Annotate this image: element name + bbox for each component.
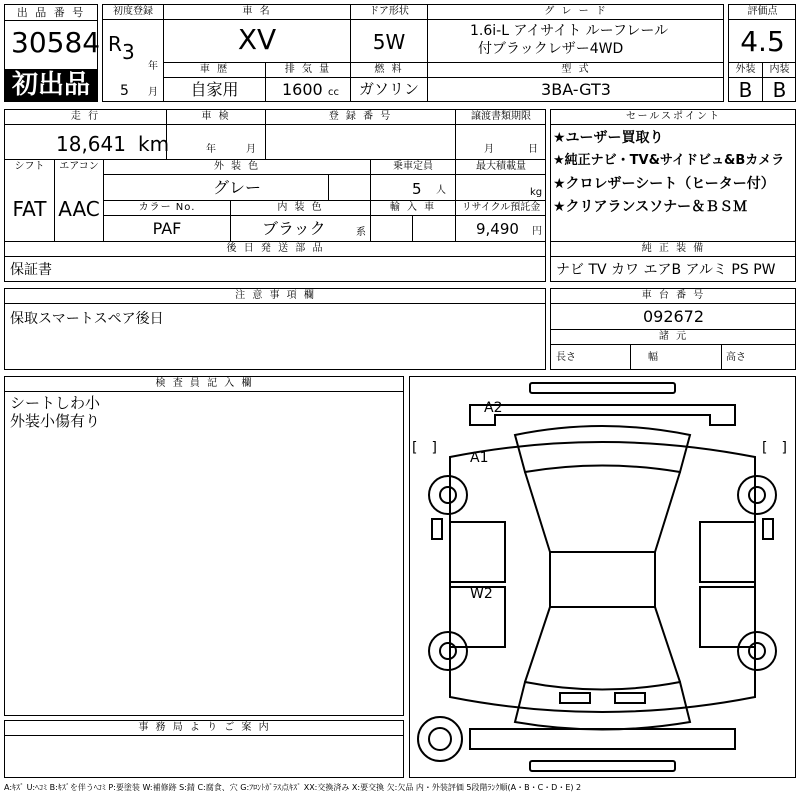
chassis-label: 車 台 番 号	[641, 290, 706, 301]
selling-point-1: ★ユーザー買取り	[553, 130, 664, 146]
max-load-unit: kg	[530, 187, 543, 198]
capacity: 5	[412, 180, 422, 198]
max-load-label: 最大積載量	[476, 161, 526, 172]
selling-point-3: ★クロレザーシート（ヒーター付）	[553, 176, 775, 192]
inspection-year-unit: 年	[206, 144, 216, 155]
equipment-label: 純 正 装 備	[641, 243, 706, 254]
length-label: 長さ	[556, 352, 576, 363]
grade-line2: 付ブラックレザー4WD	[478, 41, 624, 57]
mark-w2: W2	[470, 586, 493, 602]
ext-color: グレー	[212, 178, 261, 197]
transfer-month-unit: 月	[484, 144, 494, 155]
reg-year: 3	[122, 40, 135, 64]
inspection-month-unit: 月	[246, 144, 256, 155]
grade-label: グ レ ー ド	[544, 6, 608, 17]
car-outline-diagram	[410, 377, 795, 777]
ac-label: エアコン	[59, 161, 99, 172]
ac: AAC	[58, 197, 100, 221]
exterior-grade-label: 外装	[735, 64, 756, 75]
dims-label: 諸 元	[658, 331, 689, 342]
door-label: ドア形状	[369, 6, 409, 17]
lot-number-box	[4, 4, 101, 102]
color-no-label: カラー No.	[138, 202, 196, 213]
recycle-label: リサイクル預託金	[461, 202, 541, 213]
era: R	[108, 32, 122, 56]
notes-label: 注 意 事 項 欄	[235, 290, 316, 301]
int-color-unit: 系	[356, 227, 366, 238]
shift: FAT	[12, 197, 47, 221]
model-label: 型 式	[561, 64, 591, 75]
color-no: PAF	[152, 219, 182, 238]
capacity-label: 乗車定員	[393, 161, 433, 172]
door-type: 5W	[372, 30, 406, 54]
later-parts: 保証書	[10, 262, 52, 278]
inspector-label: 検 査 員 記 入 欄	[155, 378, 254, 389]
interior-grade: B	[772, 78, 787, 102]
reg-month: 5	[120, 83, 129, 99]
bracket-right: [ ]	[762, 440, 787, 456]
score: 4.5	[740, 25, 785, 58]
bracket-left: [ ]	[412, 440, 437, 456]
recycle-fee: 9,490	[476, 220, 519, 238]
displacement-unit: cc	[328, 87, 339, 98]
selling-points-label: セールスポイント	[625, 111, 722, 122]
fuel: ガソリン	[358, 80, 419, 98]
height-label: 高さ	[726, 352, 746, 363]
exterior-grade: B	[738, 78, 753, 102]
inspector-note-2: 外装小傷有り	[10, 412, 101, 430]
mark-a1: A1	[470, 450, 489, 466]
mileage: 18,641	[56, 132, 126, 156]
transfer-label: 譲渡書類期限	[471, 111, 531, 122]
mileage-unit: km	[138, 132, 170, 156]
int-color-label: 内 装 色	[277, 202, 324, 213]
import-label: 輸 入 車	[389, 202, 437, 213]
selling-point-2: ★純正ナビ・TV&サイドビュ&Bカメラ	[553, 153, 785, 168]
selling-point-4: ★クリアランスソナー＆ＢＳＭ	[553, 199, 748, 215]
ext-color-label: 外 装 色	[213, 161, 261, 172]
displacement-label: 排 気 量	[284, 64, 332, 75]
car-diagram	[409, 376, 796, 778]
notes: 保取スマートスペア後日	[10, 311, 164, 327]
score-label: 評価点	[747, 6, 778, 17]
mark-a2: A2	[484, 400, 503, 416]
first-reg-label: 初度登録	[113, 6, 153, 17]
plate-label: 登 録 番 号	[328, 111, 393, 122]
lot-number-label: 出 品 番 号	[5, 5, 97, 21]
history-label: 車 歴	[199, 64, 230, 75]
car-name-label: 車 名	[242, 6, 272, 17]
transfer-day-unit: 日	[528, 144, 538, 155]
interior-grade-label: 内装	[769, 64, 790, 75]
shift-label: シフト	[14, 161, 45, 172]
capacity-unit: 人	[436, 185, 446, 196]
fuel-label: 燃 料	[374, 64, 404, 75]
office-label: 事 務 局 よ り ご 案 内	[138, 722, 271, 733]
history: 自家用	[190, 80, 239, 99]
legend: A:ｷｽﾞ U:ﾍｺﾐ B:ｷｽﾞを伴うﾍｺﾐ P:要塗装 W:補修跡 S:錆 C:腐食、穴 G:ﾌﾛﾝﾄｶﾞﾗｽ点ｷｽﾞ XX:交換済み X:要交換 欠:欠品 内・外装評価 5段階ﾗﾝｸ順(A・B・C・D・E) 2	[4, 783, 582, 792]
year-unit: 年	[148, 61, 158, 72]
month-unit: 月	[148, 87, 158, 98]
inspector-note-1: シートしわ小	[10, 394, 101, 412]
first-listing-badge: 初出品	[5, 69, 97, 101]
chassis-number: 092672	[642, 307, 705, 326]
inspection-label: 車 検	[201, 111, 231, 122]
grade-line1: 1.6i-L アイサイト ルーフレール	[470, 23, 669, 39]
car-name: XV	[237, 23, 277, 56]
model-code: 3BA-GT3	[541, 80, 611, 99]
displacement: 1600	[282, 80, 323, 99]
mileage-label: 走 行	[70, 111, 101, 122]
equipment: ナビ TV カワ エアB アルミ PS PW	[556, 262, 776, 278]
recycle-unit: 円	[532, 226, 542, 237]
width-label: 幅	[648, 352, 658, 363]
int-color: ブラック	[262, 219, 326, 238]
lot-number: 30584	[11, 26, 101, 59]
later-parts-label: 後 日 発 送 部 品	[226, 243, 325, 254]
